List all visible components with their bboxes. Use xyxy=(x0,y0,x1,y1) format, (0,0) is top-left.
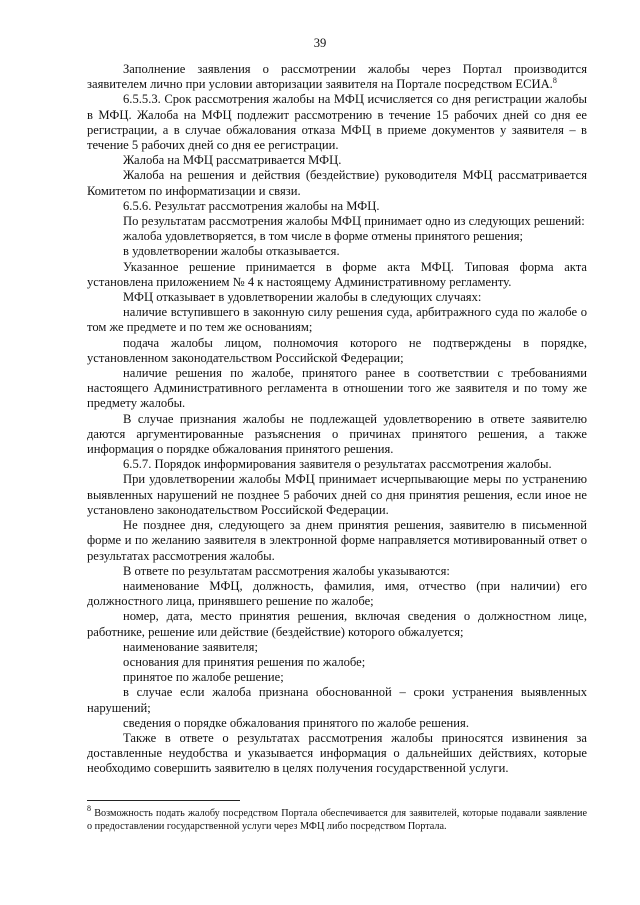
list-item: наименование МФЦ, должность, фамилия, имя, отчество (при наличии) его должностного лица, принявшего решение по жалобе; xyxy=(87,578,587,609)
list-item: номер, дата, место принятия решения, включая сведения о должностном лице, работнике, решение или действие (бездействие) которого обжалуется; xyxy=(87,609,587,639)
paragraph: МФЦ отказывает в удовлетворении жалобы в следующих случаях: xyxy=(123,290,482,305)
list-item: наличие решения по жалобе, принятого ранее в соответствии с требованиями настоящего Административного регламента в отношении того же заявителя и по тому же предмету жалобы. xyxy=(87,366,587,411)
list-item: принятое по жалобе решение; xyxy=(123,670,284,685)
footnote-divider xyxy=(87,800,240,801)
page-number: 39 xyxy=(313,36,327,50)
list-item: наименование заявителя; xyxy=(123,639,258,654)
paragraph: Не позднее дня, следующего за днем принятия решения, заявителю в письменной форме и по желанию заявителя в электронной форме направляется мотивированный ответ о результатах рассмотрения жалобы. xyxy=(87,518,587,563)
paragraph: Указанное решение принимается в форме акта МФЦ. Типовая форма акта установлена приложением № 4 к настоящему Административному регламенту. xyxy=(87,259,587,289)
list-item: жалоба удовлетворяется, в том числе в форме отмены принятого решения; xyxy=(123,229,524,244)
list-item: подача жалобы лицом, полномочия которого не подтверждены в порядке, установленном законодательством Российской Федерации; xyxy=(87,335,587,365)
footnote-marker: 8 xyxy=(87,804,91,813)
footnote-text: Возможность подать жалобу посредством Портала обеспечивается для заявителей, которые подавали заявление о предоставлении государственной услуги через МФЦ либо посредством Портала. xyxy=(87,808,588,832)
paragraph: В ответе по результатам рассмотрения жалобы указываются: xyxy=(123,563,450,578)
footnote xyxy=(87,804,588,833)
paragraph: 6.5.6. Результат рассмотрения жалобы на МФЦ. xyxy=(123,198,380,213)
list-item: в случае если жалоба признана обоснованной – сроки устранения выявленных нарушений; xyxy=(87,685,587,715)
paragraph: Жалоба на решения и действия (бездействие) руководителя МФЦ рассматривается Комитетом по информатизации и связи. xyxy=(87,168,587,198)
list-item: наличие вступившего в законную силу решения суда, арбитражного суда по жалобе о том же предмете и по тем же основаниям; xyxy=(87,305,587,335)
paragraph: В случае признания жалобы не подлежащей удовлетворению в ответе заявителю даются аргументированные разъяснения о причинах принятого решения, а также информация о порядке обжалования принятого решения. xyxy=(87,411,587,457)
list-item: основания для принятия решения по жалобе; xyxy=(123,654,366,669)
paragraph: По результатам рассмотрения жалобы МФЦ принимает одно из следующих решений: xyxy=(123,214,585,229)
paragraph: Также в ответе о результатах рассмотрения жалобы приносятся извинения за доставленные неудобства и указывается информация о дальнейших действиях, которые необходимо совершить заявителю в целях получения государственной услуги. xyxy=(87,730,587,776)
footnote-reference: 8 xyxy=(552,76,557,86)
list-item: в удовлетворении жалобы отказывается. xyxy=(123,244,340,259)
paragraph: Жалоба на МФЦ рассматривается МФЦ. xyxy=(123,153,342,168)
paragraph: Заполнение заявления о рассмотрении жалобы через Портал производится заявителем лично при условии авторизации заявителя на Портале посредством ЕСИА.$^8$ xyxy=(87,62,587,92)
list-item: сведения о порядке обжалования принятого по жалобе решения. xyxy=(123,715,469,730)
body-text xyxy=(87,62,587,777)
paragraph: 6.5.7. Порядок информирования заявителя о результатах рассмотрения жалобы. xyxy=(123,457,552,472)
paragraph: При удовлетворении жалобы МФЦ принимает исчерпывающие меры по устранению выявленных нарушений не позднее 5 рабочих дней со дня принятия решения, если иное не установлено законодательством Российской Федерации. xyxy=(87,472,587,517)
paragraph: 6.5.5.3. Срок рассмотрения жалобы на МФЦ исчисляется со дня регистрации жалобы в МФЦ. Жалоба на МФЦ подлежит рассмотрению в течение 15 рабочих дней со дня ее регистрации, а в случае обжалования отказа МФЦ в приеме документов у заявителя – в течение 5 рабочих дней со дня ее регистрации. xyxy=(87,92,587,153)
